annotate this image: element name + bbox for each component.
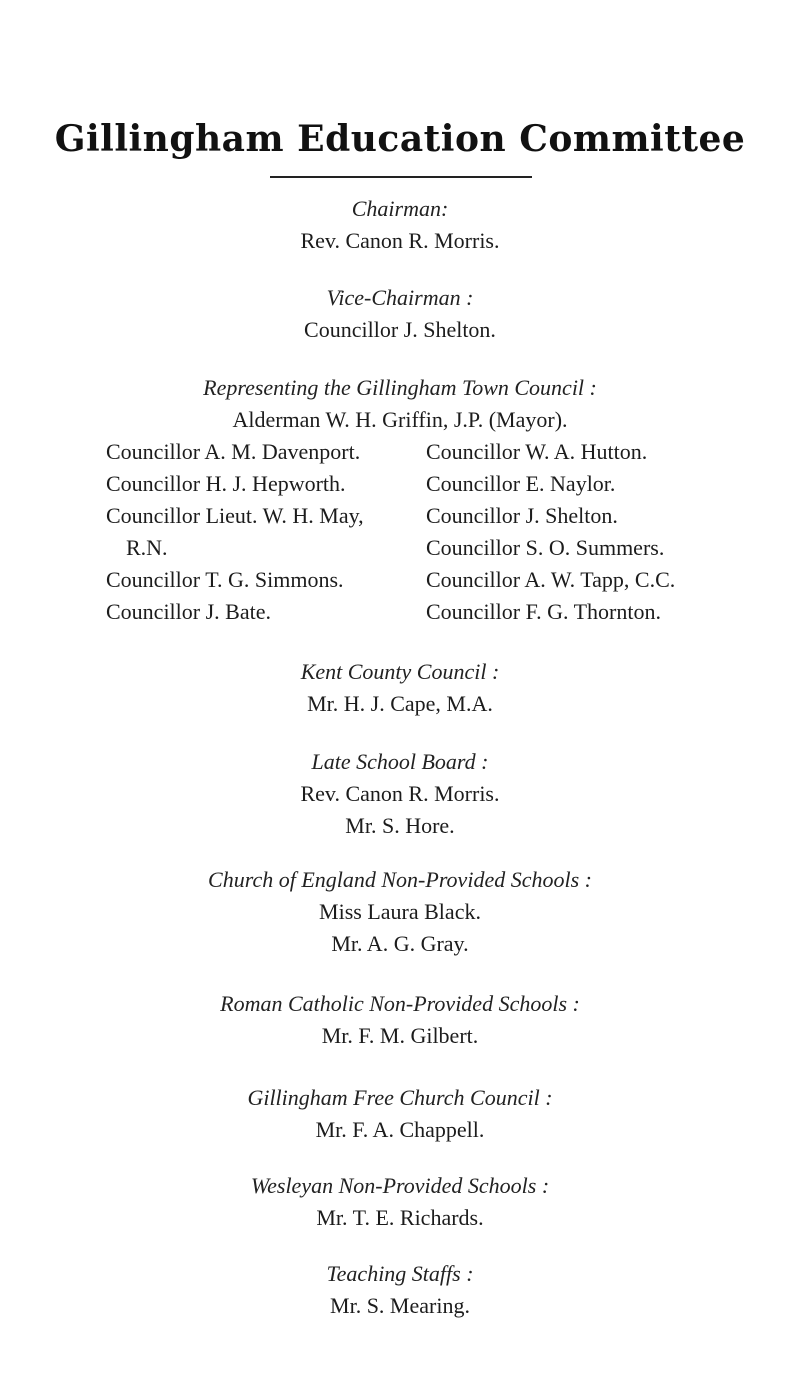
section-heading: Wesleyan Non-Provided Schools : xyxy=(250,1173,550,1198)
member-name: Mr. H. J. Cape, M.A. xyxy=(307,691,493,716)
councillors-right-column xyxy=(426,436,675,628)
member-name: Councillor F. G. Thornton. xyxy=(426,599,661,624)
church-of-england-section xyxy=(0,864,800,960)
member-name: Miss Laura Black. xyxy=(319,899,481,924)
wesleyan-section xyxy=(0,1170,800,1234)
member-name: Mr. S. Hore. xyxy=(345,813,455,838)
member-name: Mr. S. Mearing. xyxy=(330,1293,470,1318)
member-name: R.N. xyxy=(126,535,168,560)
councillors-left-column xyxy=(106,436,364,628)
member-name: Councillor Lieut. W. H. May, xyxy=(106,503,364,528)
member-name: Mr. T. E. Richards. xyxy=(316,1205,484,1230)
member-name: Rev. Canon R. Morris. xyxy=(300,781,500,806)
vice-chairman-section xyxy=(0,282,800,346)
section-heading: Gillingham Free Church Council : xyxy=(247,1085,553,1110)
member-name: Rev. Canon R. Morris. xyxy=(300,228,500,253)
member-name: Councillor H. J. Hepworth. xyxy=(106,471,346,496)
section-heading: Kent County Council : xyxy=(300,659,500,684)
section-heading: Representing the Gillingham Town Council : xyxy=(203,375,597,400)
school-board-section xyxy=(0,746,800,842)
town-council-section xyxy=(0,372,800,436)
section-heading: Vice-Chairman : xyxy=(326,285,474,310)
chairman-section xyxy=(0,193,800,257)
teaching-staffs-section xyxy=(0,1258,800,1322)
member-name: Councillor J. Bate. xyxy=(106,599,271,624)
member-name: Mr. A. G. Gray. xyxy=(331,931,469,956)
free-church-council-section xyxy=(0,1082,800,1146)
member-name: Councillor A. W. Tapp, C.C. xyxy=(426,567,676,592)
section-heading: Chairman: xyxy=(351,196,449,221)
member-name: Councillor E. Naylor. xyxy=(426,471,616,496)
section-heading: Late School Board : xyxy=(311,749,489,774)
member-name: Councillor W. A. Hutton. xyxy=(426,439,648,464)
kent-county-council-section xyxy=(0,656,800,720)
member-name: Councillor A. M. Davenport. xyxy=(106,439,361,464)
section-heading: Teaching Staffs : xyxy=(326,1261,474,1286)
member-name: Councillor S. O. Summers. xyxy=(426,535,665,560)
title-underline xyxy=(270,176,532,178)
member-name: Mr. F. M. Gilbert. xyxy=(321,1023,479,1048)
member-name: Councillor J. Shelton. xyxy=(426,503,618,528)
member-name: Councillor T. G. Simmons. xyxy=(106,567,344,592)
roman-catholic-section xyxy=(0,988,800,1052)
section-heading: Church of England Non-Provided Schools : xyxy=(208,867,592,892)
page-title: Gillingham Education Committee xyxy=(54,118,746,160)
member-name: Mr. F. A. Chappell. xyxy=(315,1117,485,1142)
section-heading: Roman Catholic Non-Provided Schools : xyxy=(220,991,580,1016)
member-name: Councillor J. Shelton. xyxy=(304,317,496,342)
lead-member: Alderman W. H. Griffin, J.P. (Mayor). xyxy=(232,407,568,432)
